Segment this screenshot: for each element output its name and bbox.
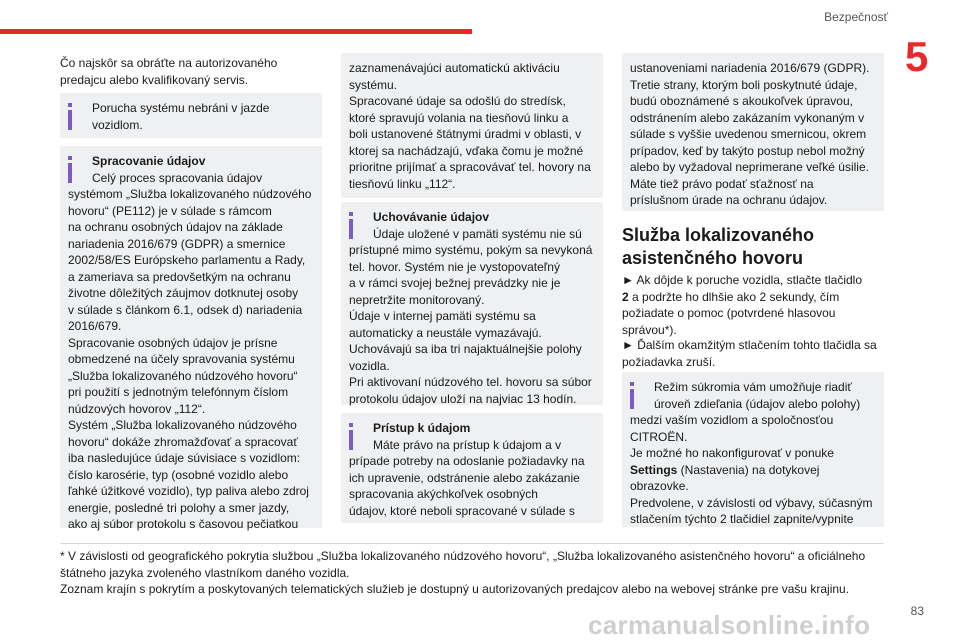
data-storage-title: Uchovávanie údajov bbox=[373, 210, 490, 224]
data-storage-first-line: Údaje uložené v pamäti systému nie sú bbox=[373, 226, 582, 241]
privacy-body: medzi vaším vozidlom a spoločnosťou CITROËN. Je možné ho nakonfigurovať v ponuke bbox=[630, 413, 834, 460]
settings-rest: (Nastavenia) na dotykovej bbox=[677, 462, 820, 477]
note-box-continuation bbox=[341, 53, 603, 198]
button-number: 2 bbox=[622, 289, 629, 304]
privacy-settings-line bbox=[630, 462, 876, 479]
data-processing-title: Spracovanie údajov bbox=[92, 154, 206, 168]
info-icon bbox=[349, 219, 353, 239]
info-icon-dot bbox=[349, 212, 353, 216]
info-icon-dot bbox=[68, 103, 72, 107]
footnote: * V závislosti od geografického pokrytia službou „Služba lokalizovaného núdzového hovoru“, „Služba lokalizovaného asistenčného hovoru“ a oficiálneho štátneho jazyka zvoleného vlastníkom daného vozidla. Zoznam krajín s pokrytím a poskytovaných telematických služieb je dostupný u autorizovaných predajcov alebo na webovej stránke pre vašu krajinu. bbox=[60, 549, 866, 596]
info-icon bbox=[349, 430, 353, 450]
info-icon-dot bbox=[349, 423, 353, 427]
info-icon bbox=[68, 110, 72, 130]
data-access-body: prípade potreby na odoslanie požiadavky na ich upravenie, odstránenie alebo zakázanie spracovania akýchkoľvek osobných údajov, ktoré neboli spracované v súlade s bbox=[349, 454, 585, 518]
header-accent-bar bbox=[0, 29, 472, 34]
chapter-number: 5 bbox=[905, 33, 929, 80]
info-icon bbox=[630, 389, 634, 409]
privacy-first-line: Režim súkromia vám umožňuje riadiť bbox=[654, 380, 852, 394]
note-box-privacy-mode bbox=[622, 372, 884, 527]
gdpr-continuation-text: ustanoveniami nariadenia 2016/679 (GDPR). Tretie strany, ktorým boli poskytnuté údaje, budú oboznámené s akoukoľvek úpravou, odstránením alebo zakázaním vykonaným v súlade s vyššie uvedenou smernicou, okrem prípadov, keď by takýto postup nebol možný alebo by vyžadoval neprimerane veľké úsilie. Máte tiež právo podať sťažnosť na príslušnom úrade na ochranu údajov. bbox=[630, 61, 870, 207]
section-heading: Služba lokalizovaného asistenčného hovoru bbox=[622, 225, 815, 268]
note-fault-text: Porucha systému nebráni v jazde vozidlom. bbox=[92, 101, 270, 132]
info-icon-dot bbox=[68, 156, 72, 160]
intro-text: Čo najskôr sa obráťte na autorizovaného predajcu alebo kvalifikovaný servis. bbox=[60, 56, 278, 87]
step-1-part-b: a podržte ho dlhšie ako 2 sekundy, čím požiadate o pomoc (potvrdené hlasovou správou*). bbox=[622, 289, 840, 337]
data-access-title: Prístup k údajom bbox=[373, 421, 471, 435]
privacy-second-line: úroveň zdieľania (údajov alebo polohy) bbox=[654, 396, 861, 411]
note-box-fault bbox=[60, 93, 322, 138]
note-box-gdpr-continuation bbox=[622, 53, 884, 211]
footnote-divider bbox=[60, 543, 884, 544]
watermark: carmanualsonline.info bbox=[588, 610, 871, 640]
step-2-text: ► Ďalším okamžitým stlačením tohto tlačidla sa požiadavka zruší. bbox=[622, 338, 877, 369]
page-number: 83 bbox=[910, 604, 924, 618]
data-processing-first-line: Celý proces spracovania údajov bbox=[92, 170, 263, 185]
data-storage-body: prístupné mimo systému, pokým sa nevykoná tel. hovor. Systém nie je vystopovateľný a v rámci svojej bežnej prevádzky nie je nepretržite monitorovaný. Údaje v internej pamäti systému sa automaticky a neustále vymazávajú. Uchovávajú sa iba tri najaktuálnejšie polohy vozidla. Pri aktivovaní núdzového tel. hovoru sa súbor protokolu údajov uloží na najviac 13 hodín. bbox=[349, 243, 593, 406]
note-box-data-storage bbox=[341, 202, 603, 405]
continuation-text: zaznamenávajúci automatickú aktiváciu systému. Spracované údaje sa odošlú do stredísk, ktoré spravujú volania na tiesňovú linku a boli ustanovené štátnymi úradmi v oblasti, v ktorej sa nachádzajú, vďaka čomu je možné prioritne prijímať a spracovávať tel. hovory na tiesňovú linku „112“. bbox=[349, 61, 591, 191]
privacy-tail: obrazovke. Predvolene, v závislosti od výbavy, súčasným stlačením týchto 2 tlačidiel zapnite/vypnite bbox=[630, 479, 873, 526]
step-1-part-a: ► Ak dôjde k poruche vozidla, stlačte tlačidlo bbox=[622, 273, 863, 287]
info-icon-dot bbox=[630, 382, 634, 386]
step-1-text bbox=[622, 272, 884, 338]
note-box-data-access bbox=[341, 413, 603, 523]
section-title: Bezpečnosť bbox=[824, 10, 888, 24]
settings-label: Settings bbox=[630, 462, 678, 477]
info-icon bbox=[68, 163, 72, 183]
data-processing-body: systémom „Služba lokalizovaného núdzového hovoru“ (PE112) je v súlade s rámcom na ochranu osobných údajov na základe nariadenia 2016/679 (GDPR) a smernice 2002/58/ES Európskeho parlamentu a Rady, a zameriava sa predovšetkým na ochranu životne dôležitých záujmov dotknutej osoby v súlade s článkom 6.1, odsek d) nariadenia 2016/679. Spracovanie osobných údajov je prísne obmedzené na účely spravovania systému „Služba lokalizovaného núdzového hovoru“ pri použití s jednotným telefónnym číslom núdzových hovorov „112“. Systém „Služba lokalizovaného núdzového hovoru“ dokáže zhromažďovať a spracovať iba nasledujúce údaje súvisiace s vozidlom: číslo karosérie, typ (osobné vozidlo alebo ľahké úžitkové vozidlo), typ paliva alebo zdroj energie, posledné tri polohy a smer jazdy, ako aj súbor protokolu s časovou pečiatkou bbox=[68, 187, 312, 531]
note-box-data-processing bbox=[60, 146, 322, 531]
data-access-first-line: Máte právo na prístup k údajom a v bbox=[373, 437, 562, 452]
